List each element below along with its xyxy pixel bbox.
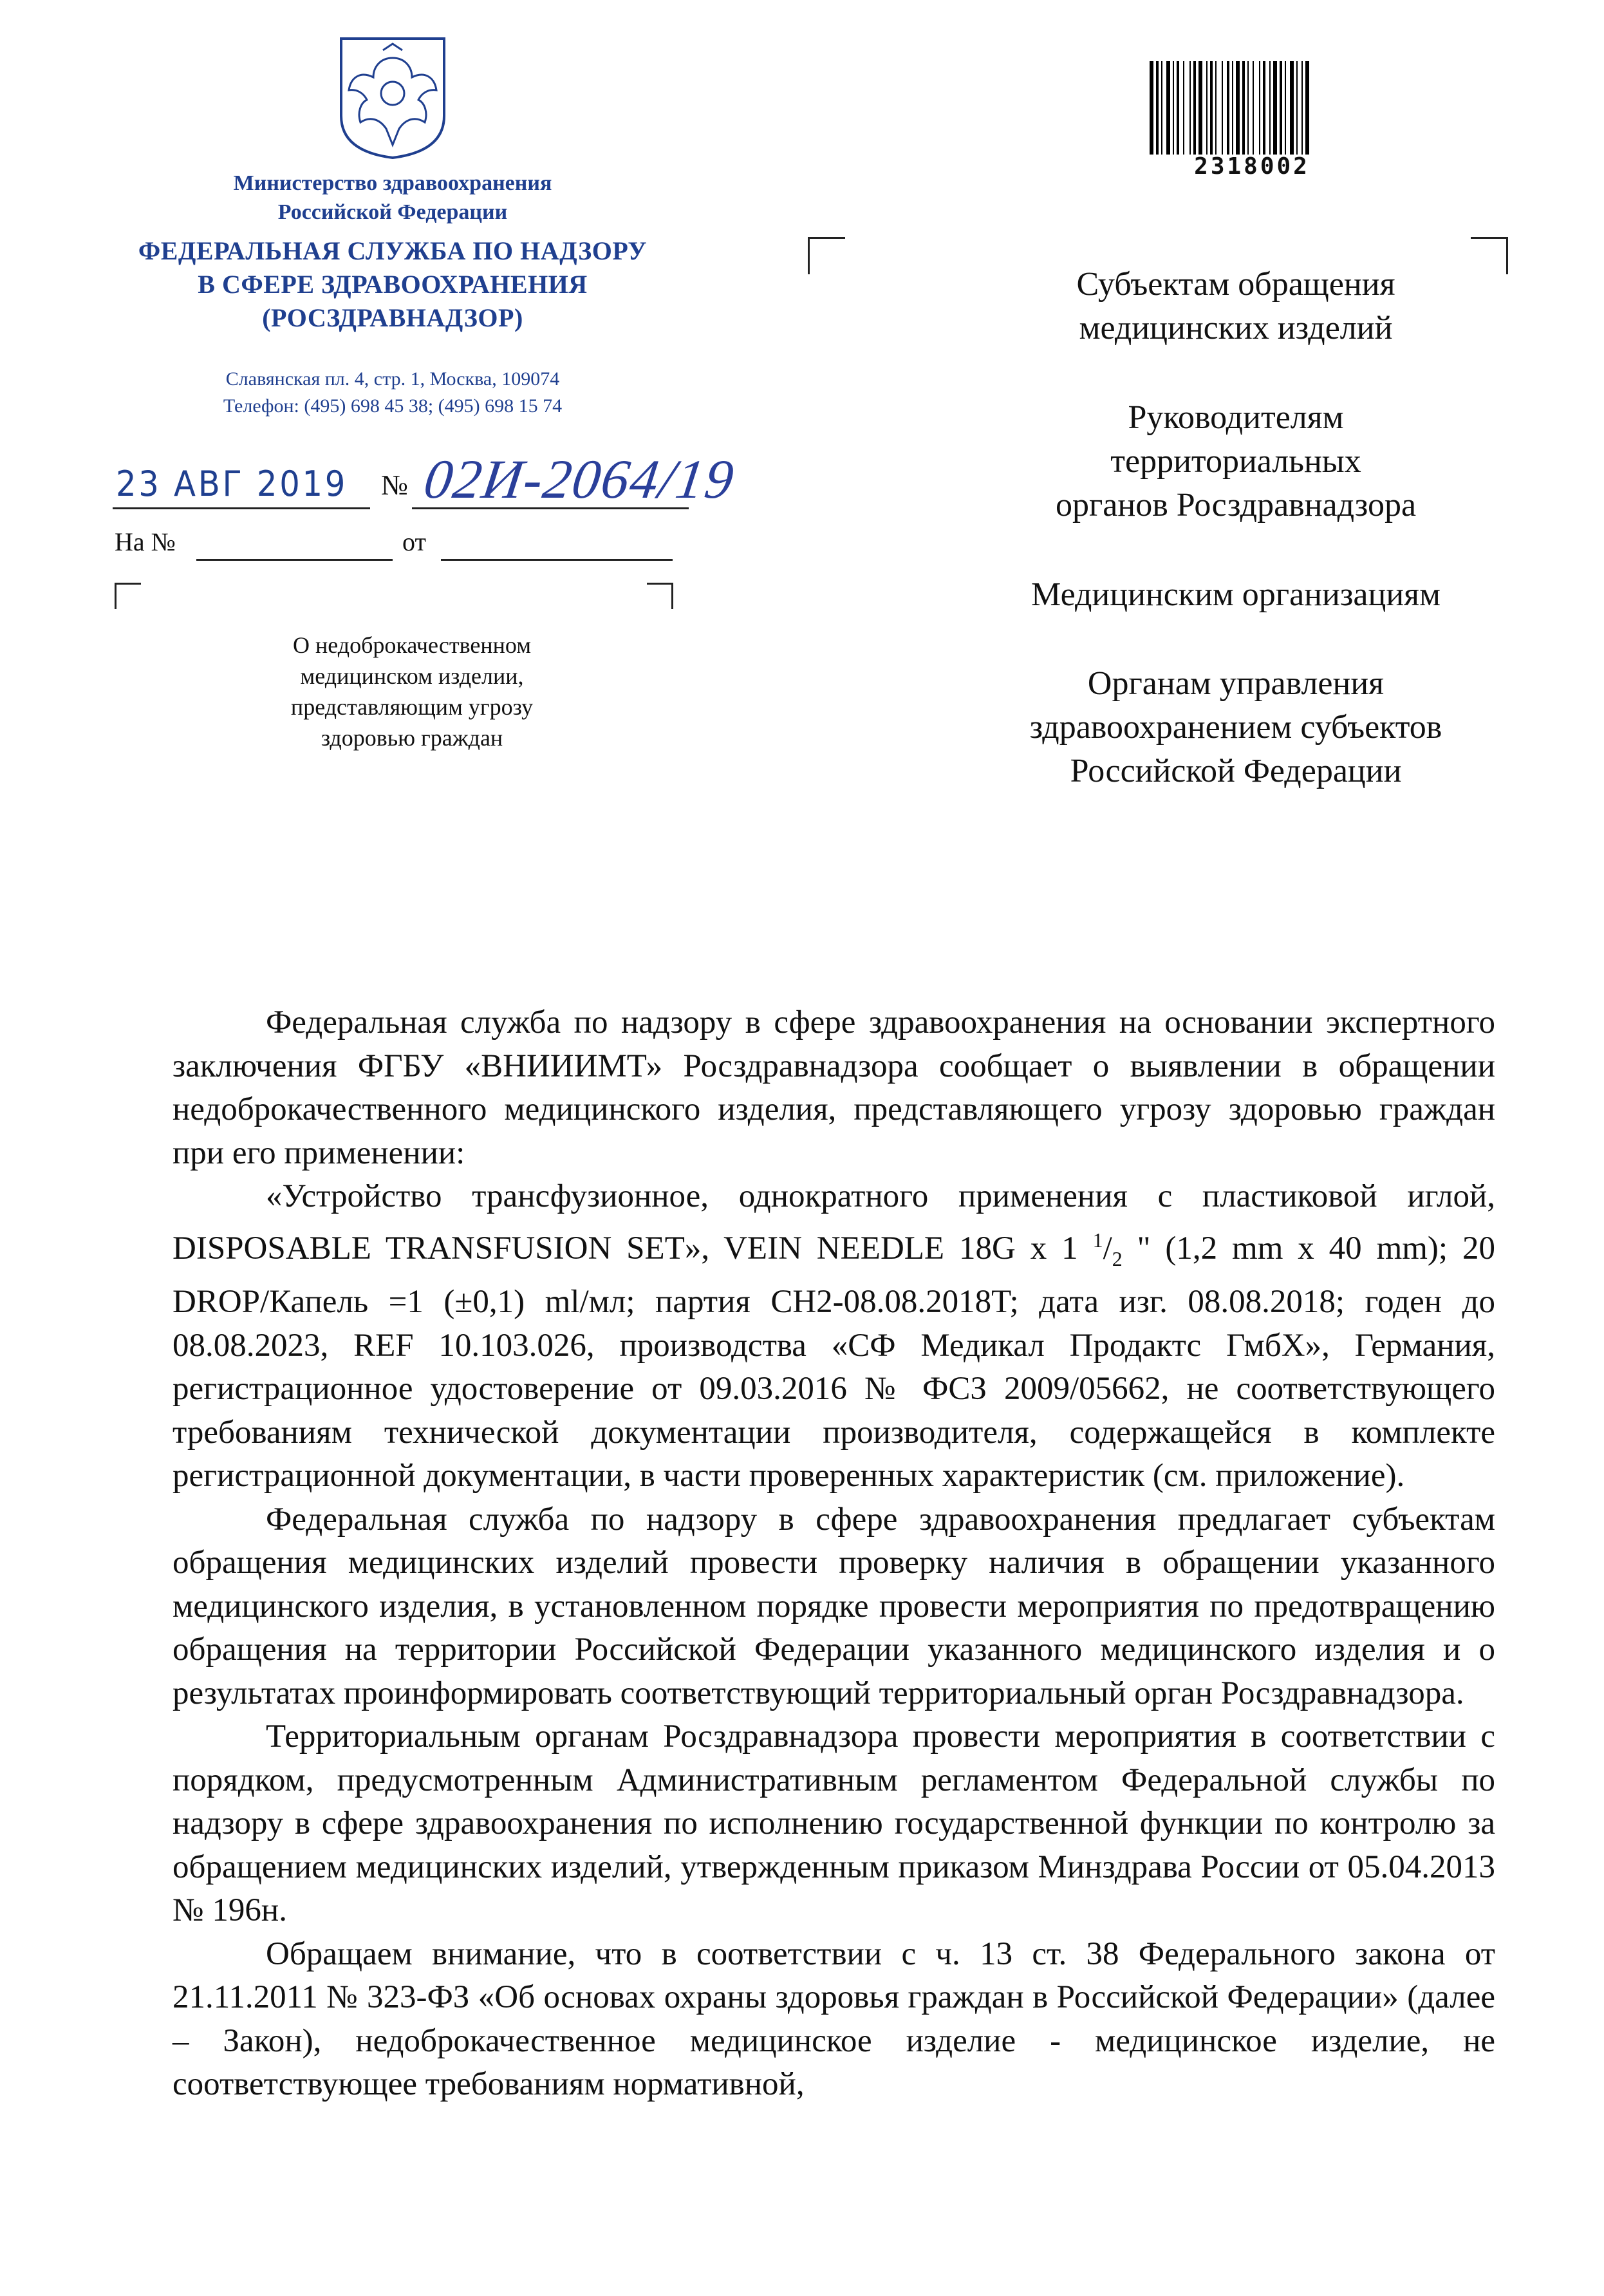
handwritten-reg-number: 02И-2064/19 — [420, 448, 739, 510]
recipient-line: здравоохранением субъектов — [1029, 709, 1442, 746]
barcode-bar — [1156, 61, 1159, 155]
reply-to-number-blank — [196, 559, 393, 561]
ministry-line: Российской Федерации — [277, 200, 508, 224]
body-paragraph: Территориальным органам Росздравнадзора провести мероприятия в соответствии с порядком, предусмотренным Административным регламентом Федеральной службы по надзору в сфере здравоохранения по исполнению государственной функции по контролю за обращением медицинских изделий, утвержденным приказом Минздрава России от 05.04.2013 № 196н. — [173, 1718, 1495, 1929]
number-sign: № — [381, 469, 408, 501]
subject-line: представляющим угрозу — [290, 694, 534, 720]
fraction-numerator: 1 — [1092, 1228, 1103, 1252]
recipient-block — [940, 396, 1532, 527]
barcode-bar — [1177, 61, 1179, 155]
barcode-bar — [1193, 61, 1196, 155]
barcode-bar — [1183, 61, 1184, 155]
agency-line: ФЕДЕРАЛЬНАЯ СЛУЖБА ПО НАДЗОРУ — [138, 236, 648, 265]
device-description-start: «Устройство трансфузионное, однократного применения с пластиковой иглой, DISPOSABLE TRANSFUSION SET», VEIN NEEDLE 18G x 1 — [173, 1178, 1495, 1266]
recipient-block — [940, 263, 1532, 350]
subject-corner-left — [115, 583, 141, 609]
subject-corner-right — [647, 583, 673, 609]
recipient-line: медицинских изделий — [1079, 310, 1393, 346]
date-underline — [113, 507, 370, 509]
subject-line: О недоброкачественном — [293, 632, 531, 658]
barcode-bar — [1290, 61, 1294, 155]
coat-of-arms-emblem — [335, 32, 451, 161]
number-underline — [412, 507, 689, 509]
barcode-bar — [1222, 61, 1223, 155]
letter-subject — [245, 630, 579, 753]
barcode-bar — [1269, 61, 1271, 155]
barcode-bar — [1210, 61, 1213, 155]
recipient-block — [940, 573, 1532, 617]
barcode-bar — [1189, 61, 1191, 155]
subject-line: медицинском изделии, — [300, 663, 524, 689]
barcode-bar — [1242, 61, 1245, 155]
barcode-number: 2318002 — [1194, 153, 1310, 180]
barcode-bar — [1259, 61, 1260, 155]
agency-address — [103, 366, 682, 420]
barcode-bar — [1285, 61, 1286, 155]
recipient-line: Субъектам обращения — [1076, 266, 1395, 303]
recipient-line: Органам управления — [1087, 665, 1385, 702]
recipient-line: органов Росздравнадзора — [1055, 487, 1417, 523]
reply-to-number-label: На № — [115, 527, 176, 556]
device-description-end: " (1,2 mm x 40 mm); 20 DROP/Капель =1 (±0,1) ml/мл; партия CH2-08.08.2018T; дата изг. 08.08.2018; годен до 08.08.2023, REF 10.103.026, производства «СФ Медикал Продактс ГмбХ», Германия, регистрационное удостоверение от 09.03.2016 № ФСЗ 2009/05662, не соответствующего требованиям технической документации производителя, содержащейся в комплекте регистрационной документации, в части проверенных характеристик (см. приложение). — [173, 1230, 1495, 1494]
barcode-bar — [1253, 61, 1254, 155]
recipient-line: территориальных — [1110, 443, 1361, 480]
recipient-block — [940, 662, 1532, 793]
recipient-line: Руководителям — [1128, 399, 1344, 436]
reply-to-date-label: от — [402, 527, 426, 556]
barcode-bar — [1273, 61, 1277, 155]
letter-body — [173, 1001, 1495, 2107]
agency-line: (РОСЗДРАВНАДЗОР) — [262, 303, 523, 332]
fraction-denominator: 2 — [1112, 1247, 1123, 1270]
barcode — [1146, 61, 1358, 155]
barcode-bar — [1247, 61, 1249, 155]
barcode-bar — [1161, 61, 1162, 155]
agency-name — [103, 234, 682, 335]
ministry-name — [103, 169, 682, 227]
barcode-bar — [1263, 61, 1265, 155]
barcode-bar — [1227, 61, 1229, 155]
barcode-bar — [1296, 61, 1298, 155]
barcode-bar — [1166, 61, 1170, 155]
phone-line: Телефон: (495) 698 45 38; (495) 698 15 74 — [223, 395, 563, 417]
reply-to-date-blank — [441, 559, 673, 561]
subject-line: здоровью граждан — [321, 725, 503, 751]
date-stamp: 23 АВГ 2019 — [116, 464, 348, 504]
agency-line: В СФЕРЕ ЗДРАВООХРАНЕНИЯ — [198, 270, 588, 299]
recipients-corner-left — [808, 237, 845, 274]
recipient-line: Медицинским организациям — [1031, 576, 1441, 613]
address-line: Славянская пл. 4, стр. 1, Москва, 109074 — [225, 368, 560, 390]
body-paragraph: Федеральная служба по надзору в сфере здравоохранения предлагает субъектам обращения медицинских изделий провести проверку наличия в обращении указанного медицинского изделия, в установленном порядке провести мероприятия по предотвращению обращения на территории Российской Федерации указанного медицинского изделия и о результатах проинформировать соответствующий территориальный орган Росздравнадзора. — [173, 1501, 1495, 1711]
barcode-bar — [1150, 61, 1153, 155]
body-paragraph: Обращаем внимание, что в соответствии с ч. 13 ст. 38 Федерального закона от 21.11.2011 № 323-ФЗ «Об основах охраны здоровья граждан в Российской Федерации» (далее – Закон), недоброкачественное медицинское изделие - медицинское изделие, не соответствующее требованиям нормативной, — [173, 1935, 1495, 2103]
barcode-bar — [1236, 61, 1240, 155]
body-paragraph: Федеральная служба по надзору в сфере здравоохранения на основании экспертного заключения ФГБУ «ВНИИИМТ» Росздравнадзора сообщает о выявлении в обращении недоброкачественного медицинского изделия, представляющего угрозу здоровью граждан при его применении: — [173, 1004, 1495, 1171]
barcode-bar — [1232, 61, 1233, 155]
barcode-bar — [1215, 61, 1217, 155]
barcode-bar — [1280, 61, 1282, 155]
barcode-bar — [1305, 61, 1309, 155]
barcode-bar — [1173, 61, 1174, 155]
barcode-bar — [1301, 61, 1303, 155]
recipient-line: Российской Федерации — [1070, 753, 1402, 789]
body-paragraph: «Устройство трансфузионное, однократного применения с пластиковой иглой, DISPOSABLE TRANSFUSION SET», VEIN NEEDLE 18G x 1 $^1/_2$ " (1,2 mm x 40 mm); 20 DROP/Капель =1 (±0,1) ml/мл; партия CH2-08.08.2018T; дата изг. 08.08.2018; годен до 08.08.2023, REF 10.103.026, производства «СФ Медикал Продактс ГмбХ», Германия, регистрационное удостоверение от 09.03.2016 № ФСЗ 2009/05662, не соответствующего требованиям технической документации производителя, содержащейся в комплекте регистрационной документации, в части проверенных характеристик (см. приложение). — [173, 1178, 1495, 1494]
barcode-bar — [1198, 61, 1202, 155]
ministry-line: Министерство здравоохранения — [233, 171, 552, 195]
barcode-bar — [1206, 61, 1208, 155]
